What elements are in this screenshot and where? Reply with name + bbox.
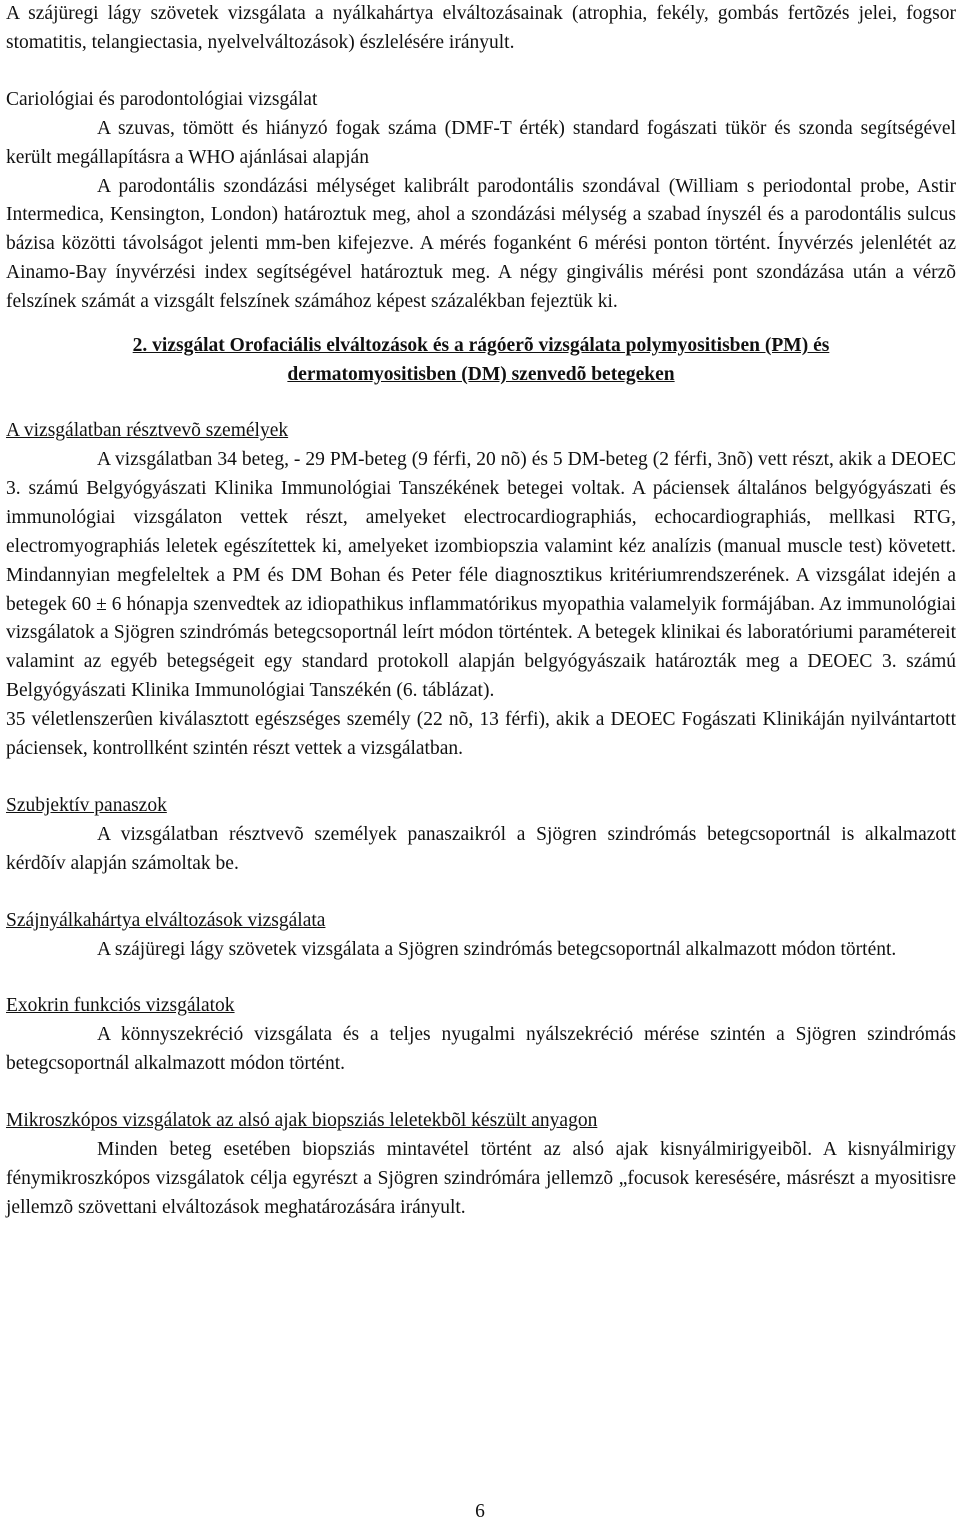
participants-heading: A vizsgálatban résztvevõ személyek [6, 420, 289, 442]
mucosa-paragraph: A szájüregi lágy szövetek vizsgálata a Sjögren szindrómás betegcsoportnál alkalmazott módon történt. [97, 938, 897, 960]
microscopy-heading: Mikroszkópos vizsgálatok az alsó ajak biopsziás leletekbõl készült anyagon [6, 1110, 598, 1132]
intro-paragraph: A szájüregi lágy szövetek vizsgálata a nyálkahártya elváltozásainak (atrophia, fekély, gombás fertõzés jelei, fogsor stomatitis, telangiectasia, nyelvelváltozások) észlelésére irányult. [6, 3, 956, 53]
subjective-section [6, 792, 956, 879]
subjective-paragraph: A vizsgálatban résztvevõ személyek panaszaikról a Sjögren szindrómás betegcsoportnál is alkalmazott kérdõív alapján számoltak be. [6, 823, 956, 874]
cariology-heading: Cariológiai és parodontológiai vizsgálat [6, 88, 318, 110]
page-number: 6 [475, 1501, 485, 1522]
study-title-line-2: dermatomyositisben (DM) szenvedõ betegeken [287, 364, 675, 386]
participants-paragraph: A vizsgálatban 34 beteg, - 29 PM-beteg (9 férfi, 20 nõ) és 5 DM-beteg (2 férfi, 3nõ) vett részt, akik a DEOEC 3. számú Belgyógyászati Klinika Immunológiai Tanszékének betegei voltak. A páciensek általános belgyógyászati és immunológiai vizsgálaton vettek részt, amelyeket electrocardiographiás, echocardiographiás, mellkasi RTG, electromyographiás leletek egészítettek ki, amelyeket izombiopszia valamint kéz analízis (manual muscle test) követett. Mindannyian megfeleltek a PM és DM Bohan és Peter féle diagnosztikus kritériumrendszerének. A vizsgálat idején a betegek 60 ± 6 hónapja szenvedtek az idiopathikus inflammatórikus myopathia valamelyik formájában. Az immunológiai vizsgálatok a Sjögren szindrómás betegcsoportnál leírt módon történtek. A betegek klinikai és laboratóriumi paramétereit valamint az egyéb betegségeit egy standard protokoll alapján belgyógyászaik határozták meg a DEOEC 3. számú Belgyógyászati Klinika Immunológiai Tanszékén (6. táblázat). [6, 448, 956, 702]
exocrine-heading: Exokrin funkciós vizsgálatok [6, 995, 235, 1017]
mucosa-heading: Szájnyálkahártya elváltozások vizsgálata [6, 909, 326, 931]
microscopy-section [6, 1107, 956, 1223]
participants-section [6, 417, 956, 764]
study-title [6, 331, 956, 389]
subjective-heading: Szubjektív panaszok [6, 794, 167, 816]
dmft-paragraph: A szuvas, tömött és hiányzó fogak száma (DMF-T érték) standard fogászati tükör és szonda segítségével került megállapításra a WHO ajánlásai alapján [6, 117, 956, 168]
exocrine-section [6, 992, 956, 1079]
mucosa-section [6, 907, 956, 965]
document-page [6, 0, 956, 1223]
exocrine-paragraph: A könnyszekréció vizsgálata és a teljes nyugalmi nyálszekréció mérése szintén a Sjögren szindrómás betegcsoportnál alkalmazott módon történt. [6, 1024, 956, 1075]
study-title-line-1: 2. vizsgálat Orofaciális elváltozások és a rágóerõ vizsgálata polymyositisben (PM) és [132, 335, 830, 357]
cariology-section [6, 86, 956, 317]
probing-paragraph: A parodontális szondázási mélységet kalibrált parodontális szondával (William s periodontal probe, Astir Intermedica, Kensington, London) határoztuk meg, ahol a szondázási mélység a szabad ínyszél és a parodontális sulcus bázisa közötti távolságot jelenti mm-ben kifejezve. A mérés foganként 6 mérési ponton történt. Ínyvérzés jelenlétét az Ainamo-Bay ínyvérzési index segítségével határoztuk meg. A négy gingivális mérési pont szondázása után a vérzõ felszínek számát a vizsgált felszínek számához képest százalékban fejeztük ki. [6, 175, 956, 313]
controls-paragraph: 35 véletlenszerûen kiválasztott egészséges személy (22 nõ, 13 férfi), akik a DEOEC Fogászati Klinikáján nyilvántartott páciensek, kontrollként szintén részt vettek a vizsgálatban. [6, 709, 956, 760]
microscopy-paragraph: Minden beteg esetében biopsziás mintavétel történt az alsó ajak kisnyálmirigyeibõl. A kisnyálmirigy fénymikroszkópos vizsgálatok célja egyrészt a Sjögren szindrómára jellemzõ „focusok keresésére, másrészt a myositisre jellemzõ szövettani elváltozások meghatározására irányult. [6, 1139, 956, 1218]
